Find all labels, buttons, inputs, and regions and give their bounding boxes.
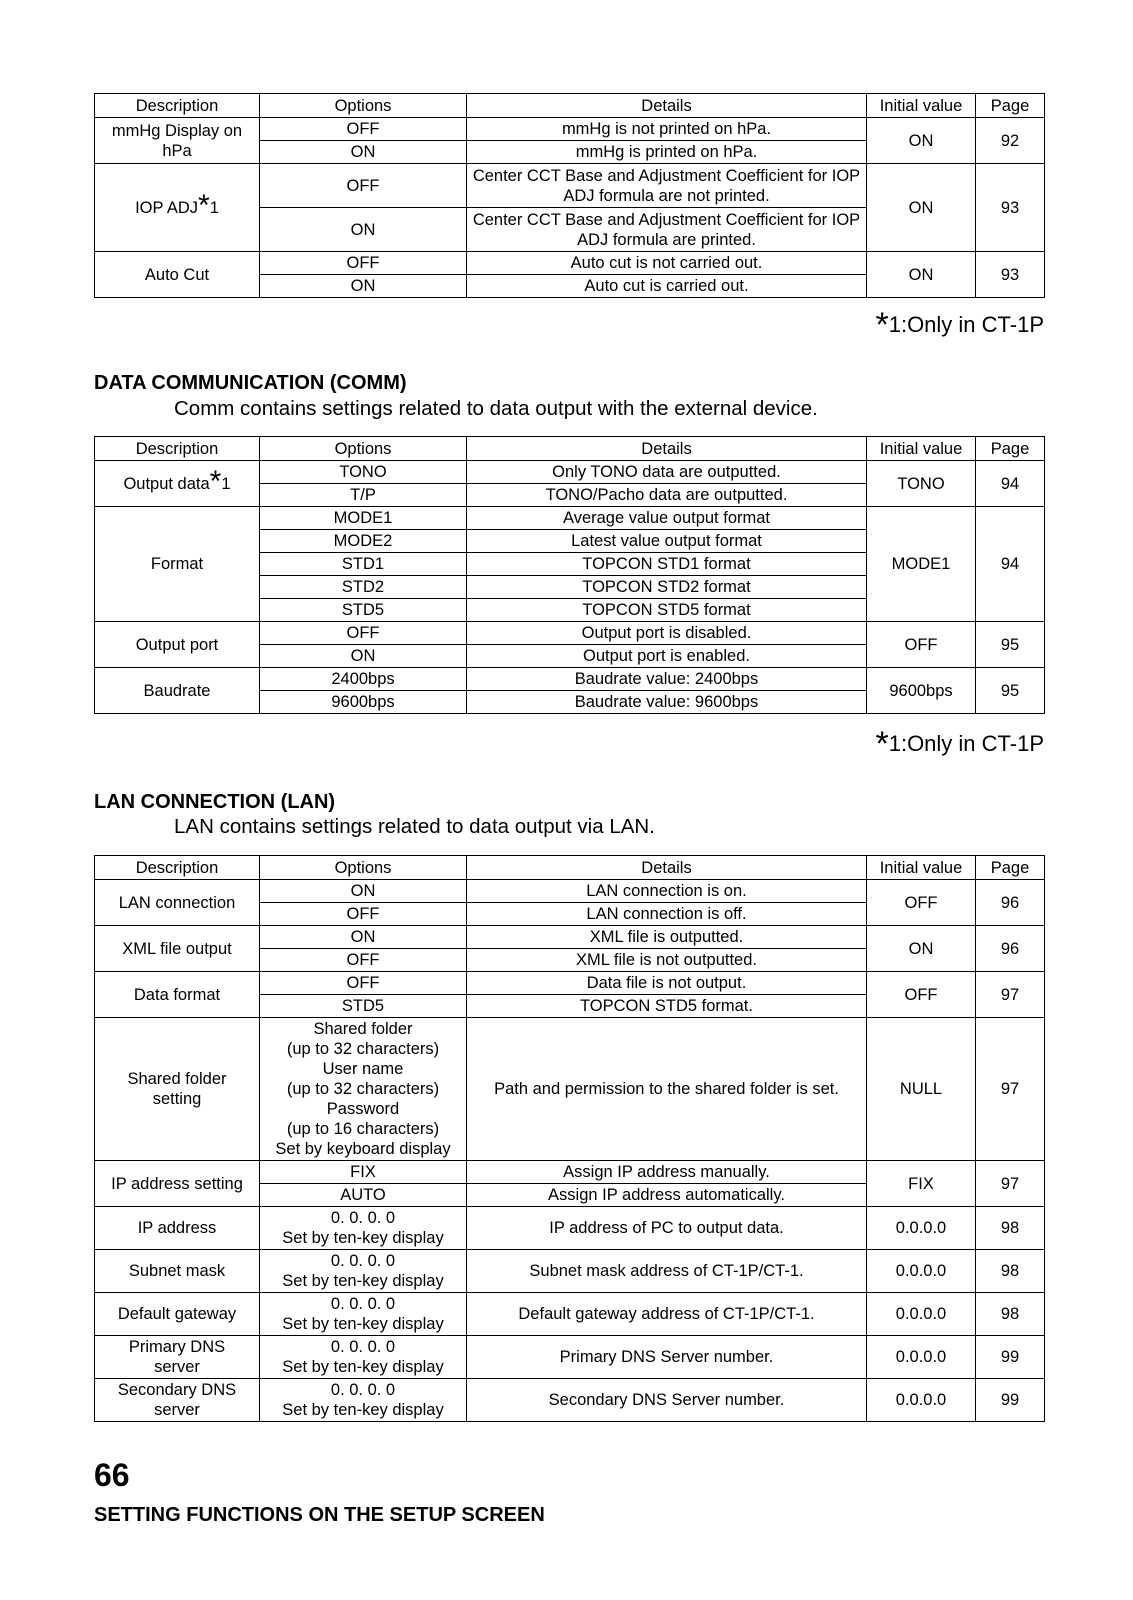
table-row [95,1379,1045,1422]
table-row [95,972,1045,995]
row-details: Center CCT Base and Adjustment Coefficient for IOP ADJ formula are not printed. [467,164,867,208]
row-page: 98 [976,1250,1045,1293]
row-page: 96 [976,926,1045,972]
row-option: STD5 [260,995,467,1018]
footnote-text: 1:Only in CT-1P [888,731,1044,756]
row-details: Latest value output format [467,530,867,553]
row-details: Primary DNS Server number. [467,1336,867,1379]
row-page: 99 [976,1336,1045,1379]
row-description [95,1336,260,1379]
row-description: LAN connection [95,880,260,926]
table-row [95,622,1045,645]
row-description: Default gateway [95,1293,260,1336]
asterisk-mark: * [875,725,889,763]
header-options: Options [260,437,467,461]
row-initial-value: MODE1 [867,507,976,622]
row-details: Path and permission to the shared folder is set. [467,1018,867,1161]
row-details: TOPCON STD5 format [467,599,867,622]
row-details: Auto cut is carried out. [467,275,867,298]
footnote-ref: 1 [209,198,219,217]
row-initial-value: TONO [867,461,976,507]
table-row [95,668,1045,691]
header-description: Description [95,94,260,118]
option-line: (up to 16 characters) [286,1120,440,1138]
option-line: Set by ten-key display [282,1315,444,1333]
option-line: 0. 0. 0. 0 [330,1295,396,1313]
row-description [95,1018,260,1161]
row-initial-value: ON [867,118,976,164]
row-details: Data file is not output. [467,972,867,995]
row-page: 97 [976,972,1045,1018]
row-option: OFF [260,903,467,926]
option-line: Set by keyboard display [275,1140,451,1158]
table-header-row [95,94,1045,118]
row-details: TOPCON STD2 format [467,576,867,599]
footnote-text: 1:Only in CT-1P [888,312,1044,337]
row-details: mmHg is printed on hPa. [467,141,867,164]
row-details: Only TONO data are outputted. [467,461,867,484]
footnote-ref: 1 [221,474,231,493]
row-details: Average value output format [467,507,867,530]
header-details: Details [467,94,867,118]
row-option: OFF [260,118,467,141]
row-option [260,1018,467,1161]
row-option: ON [260,880,467,903]
row-page: 97 [976,1018,1045,1161]
row-description: mmHg Display on hPa [95,118,260,164]
row-option: ON [260,208,467,252]
table-row [95,118,1045,141]
option-line: Password [326,1100,400,1118]
row-description: Baudrate [95,668,260,714]
table-row [95,252,1045,275]
row-option: AUTO [260,1184,467,1207]
row-option: STD5 [260,599,467,622]
row-option: T/P [260,484,467,507]
iop-adj-label: IOP ADJ [135,198,199,217]
row-option: OFF [260,164,467,208]
header-details: Details [467,437,867,461]
row-initial-value: 9600bps [867,668,976,714]
desc-line: Primary DNS [128,1338,226,1356]
page-number: 66 [94,1457,130,1493]
header-page: Page [976,437,1045,461]
row-initial-value: NULL [867,1018,976,1161]
row-option: OFF [260,622,467,645]
row-description: Output port [95,622,260,668]
row-initial-value: 0.0.0.0 [867,1207,976,1250]
row-description: Subnet mask [95,1250,260,1293]
option-line: (up to 32 characters) [286,1080,440,1098]
row-option: OFF [260,252,467,275]
section-title-lan: LAN CONNECTION (LAN) [94,791,336,813]
row-option: ON [260,141,467,164]
desc-line: server [154,1401,200,1419]
row-details: Center CCT Base and Adjustment Coefficient for IOP ADJ formula are printed. [467,208,867,252]
asterisk-mark: * [209,464,222,498]
table-row [95,1161,1045,1184]
comm-settings-table [94,436,1045,714]
option-line: 0. 0. 0. 0 [330,1209,396,1227]
row-option: STD1 [260,553,467,576]
row-details: Baudrate value: 9600bps [467,691,867,714]
row-page: 98 [976,1293,1045,1336]
row-initial-value: ON [867,164,976,252]
row-details: Secondary DNS Server number. [467,1379,867,1422]
header-initial-value: Initial value [867,437,976,461]
output-data-label: Output data [123,474,210,493]
row-option [260,1293,467,1336]
row-description: Data format [95,972,260,1018]
row-description [95,461,260,507]
option-line: Set by ten-key display [282,1229,444,1247]
row-initial-value: FIX [867,1161,976,1207]
option-line: Set by ten-key display [282,1401,444,1419]
option-line: Shared folder [313,1020,413,1038]
row-option: MODE2 [260,530,467,553]
row-page: 93 [976,164,1045,252]
section-description-lan: LAN contains settings related to data output via LAN. [174,815,655,838]
row-option: 2400bps [260,668,467,691]
row-details: Subnet mask address of CT-1P/CT-1. [467,1250,867,1293]
row-initial-value: ON [867,252,976,298]
header-page: Page [976,94,1045,118]
row-description: Format [95,507,260,622]
row-option: OFF [260,949,467,972]
header-options: Options [260,856,467,880]
header-page: Page [976,856,1045,880]
option-line: (up to 32 characters) [286,1040,440,1058]
asterisk-mark: * [875,306,889,344]
row-details: XML file is outputted. [467,926,867,949]
row-description: Auto Cut [95,252,260,298]
row-details: Output port is enabled. [467,645,867,668]
footnote [875,306,1044,344]
asterisk-mark: * [198,188,210,222]
footnote [875,725,1044,763]
row-page: 95 [976,622,1045,668]
row-details: Output port is disabled. [467,622,867,645]
table-row [95,461,1045,484]
row-details: Assign IP address manually. [467,1161,867,1184]
row-details: Default gateway address of CT-1P/CT-1. [467,1293,867,1336]
row-description [95,164,260,252]
row-option [260,1336,467,1379]
header-options: Options [260,94,467,118]
header-details: Details [467,856,867,880]
header-description: Description [95,856,260,880]
table-row [95,1018,1045,1161]
print-settings-table [94,93,1045,298]
desc-line: Shared folder [127,1070,227,1088]
row-initial-value: 0.0.0.0 [867,1293,976,1336]
option-line: Set by ten-key display [282,1358,444,1376]
row-details: TONO/Pacho data are outputted. [467,484,867,507]
table-row [95,1250,1045,1293]
table-row [95,507,1045,530]
row-page: 95 [976,668,1045,714]
row-initial-value: ON [867,926,976,972]
row-details: Assign IP address automatically. [467,1184,867,1207]
row-page: 93 [976,252,1045,298]
table-header-row [95,856,1045,880]
row-initial-value: OFF [867,622,976,668]
row-page: 97 [976,1161,1045,1207]
row-option: ON [260,645,467,668]
option-line: 0. 0. 0. 0 [330,1381,396,1399]
row-option: 9600bps [260,691,467,714]
row-details: XML file is not outputted. [467,949,867,972]
row-option: TONO [260,461,467,484]
row-details: TOPCON STD1 format [467,553,867,576]
row-initial-value: OFF [867,880,976,926]
row-details: LAN connection is off. [467,903,867,926]
row-description [95,1379,260,1422]
row-details: IP address of PC to output data. [467,1207,867,1250]
row-initial-value: 0.0.0.0 [867,1379,976,1422]
row-page: 94 [976,461,1045,507]
header-description: Description [95,437,260,461]
table-row [95,164,1045,208]
row-option: OFF [260,972,467,995]
chapter-footer-title: SETTING FUNCTIONS ON THE SETUP SCREEN [94,1504,545,1526]
row-description: IP address [95,1207,260,1250]
option-line: 0. 0. 0. 0 [330,1338,396,1356]
row-option: MODE1 [260,507,467,530]
table-row [95,926,1045,949]
row-description: XML file output [95,926,260,972]
row-option: FIX [260,1161,467,1184]
option-line: User name [322,1060,404,1078]
lan-settings-table [94,855,1045,1422]
row-page: 94 [976,507,1045,622]
row-option [260,1379,467,1422]
desc-line: setting [152,1090,202,1108]
row-option: STD2 [260,576,467,599]
section-description-comm: Comm contains settings related to data output with the external device. [174,397,818,420]
header-initial-value: Initial value [867,94,976,118]
row-page: 99 [976,1379,1045,1422]
row-option: ON [260,926,467,949]
option-line: Set by ten-key display [282,1272,444,1290]
table-header-row [95,437,1045,461]
row-details: TOPCON STD5 format. [467,995,867,1018]
row-page: 92 [976,118,1045,164]
row-initial-value: OFF [867,972,976,1018]
row-option: ON [260,275,467,298]
row-details: mmHg is not printed on hPa. [467,118,867,141]
table-row [95,1293,1045,1336]
row-option [260,1250,467,1293]
row-description: IP address setting [95,1161,260,1207]
row-initial-value: 0.0.0.0 [867,1336,976,1379]
row-page: 98 [976,1207,1045,1250]
header-initial-value: Initial value [867,856,976,880]
option-line: 0. 0. 0. 0 [330,1252,396,1270]
table-row [95,1336,1045,1379]
row-details: Auto cut is not carried out. [467,252,867,275]
row-details: Baudrate value: 2400bps [467,668,867,691]
row-page: 96 [976,880,1045,926]
row-option [260,1207,467,1250]
desc-line: server [154,1358,200,1376]
section-title-comm: DATA COMMUNICATION (COMM) [94,372,407,394]
desc-line: Secondary DNS [117,1381,237,1399]
table-row [95,880,1045,903]
table-row [95,1207,1045,1250]
row-details: LAN connection is on. [467,880,867,903]
row-initial-value: 0.0.0.0 [867,1250,976,1293]
